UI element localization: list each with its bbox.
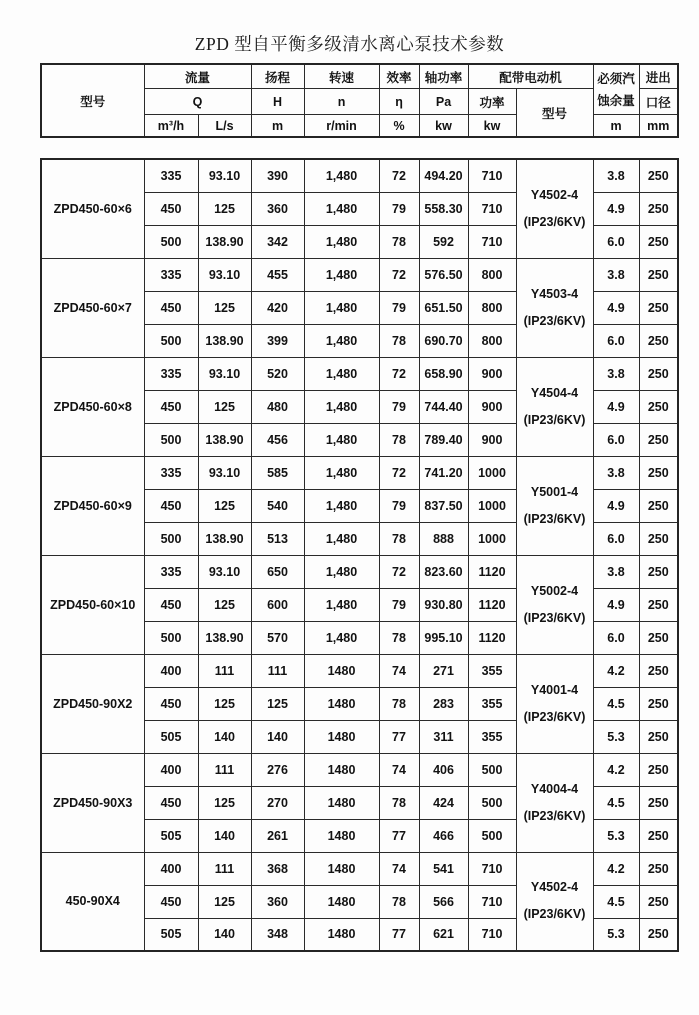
motor-enclosure-line2: (IP23/6KV) bbox=[523, 610, 586, 625]
cell: 250 bbox=[639, 753, 678, 786]
cell: 400 bbox=[144, 654, 198, 687]
cell: 250 bbox=[639, 324, 678, 357]
cell: 1,480 bbox=[304, 522, 379, 555]
cell: 355 bbox=[468, 687, 516, 720]
cell: 1,480 bbox=[304, 159, 379, 192]
cell: 500 bbox=[144, 522, 198, 555]
cell: 450 bbox=[144, 489, 198, 522]
header-head-unit: m bbox=[251, 115, 304, 138]
cell: 500 bbox=[468, 753, 516, 786]
header-row-1 bbox=[41, 64, 678, 89]
motor-model-cell bbox=[516, 852, 593, 951]
cell: 5.3 bbox=[593, 918, 639, 951]
cell: 800 bbox=[468, 291, 516, 324]
cell: 125 bbox=[251, 687, 304, 720]
cell: 79 bbox=[379, 588, 419, 621]
motor-model-line1: Y4503-4 bbox=[530, 286, 579, 301]
cell: 79 bbox=[379, 390, 419, 423]
cell: 888 bbox=[419, 522, 468, 555]
header-motor-model: 型号 bbox=[516, 89, 593, 138]
motor-model-cell bbox=[516, 258, 593, 357]
cell: 1480 bbox=[304, 654, 379, 687]
cell: 900 bbox=[468, 357, 516, 390]
cell: 250 bbox=[639, 258, 678, 291]
cell: 480 bbox=[251, 390, 304, 423]
cell: 710 bbox=[468, 192, 516, 225]
header-efficiency-symbol: η bbox=[379, 89, 419, 115]
pump-table-body bbox=[40, 158, 679, 952]
cell: 4.9 bbox=[593, 390, 639, 423]
cell: 505 bbox=[144, 819, 198, 852]
header-motor-power: 功率 bbox=[468, 89, 516, 115]
motor-enclosure-line2: (IP23/6KV) bbox=[523, 313, 586, 328]
cell: 250 bbox=[639, 885, 678, 918]
cell: 93.10 bbox=[198, 357, 251, 390]
cell: 1,480 bbox=[304, 357, 379, 390]
motor-model-cell bbox=[516, 159, 593, 258]
cell: 335 bbox=[144, 357, 198, 390]
cell: 72 bbox=[379, 357, 419, 390]
cell: 250 bbox=[639, 159, 678, 192]
cell: 600 bbox=[251, 588, 304, 621]
cell: 6.0 bbox=[593, 225, 639, 258]
cell: 650 bbox=[251, 555, 304, 588]
header-speed-unit: r/min bbox=[304, 115, 379, 138]
cell: 360 bbox=[251, 885, 304, 918]
cell: 78 bbox=[379, 786, 419, 819]
header-model: 型号 bbox=[41, 64, 144, 137]
cell: 250 bbox=[639, 489, 678, 522]
header-flow: 流量 bbox=[144, 64, 251, 89]
cell: 93.10 bbox=[198, 555, 251, 588]
cell: 250 bbox=[639, 357, 678, 390]
motor-enclosure-line2: (IP23/6KV) bbox=[523, 808, 586, 823]
cell: 355 bbox=[468, 720, 516, 753]
cell: 4.9 bbox=[593, 588, 639, 621]
cell: 125 bbox=[198, 192, 251, 225]
table-row bbox=[41, 852, 678, 885]
model-cell: ZPD450-90X2 bbox=[41, 654, 144, 753]
cell: 930.80 bbox=[419, 588, 468, 621]
header-head: 扬程 bbox=[251, 64, 304, 89]
cell: 250 bbox=[639, 225, 678, 258]
cell: 513 bbox=[251, 522, 304, 555]
header-speed-symbol: n bbox=[304, 89, 379, 115]
cell: 4.5 bbox=[593, 687, 639, 720]
cell: 500 bbox=[144, 324, 198, 357]
table-row bbox=[41, 456, 678, 489]
cell: 250 bbox=[639, 192, 678, 225]
cell: 450 bbox=[144, 192, 198, 225]
cell: 1480 bbox=[304, 852, 379, 885]
cell: 93.10 bbox=[198, 159, 251, 192]
motor-enclosure-line2: (IP23/6KV) bbox=[523, 907, 586, 922]
cell: 505 bbox=[144, 720, 198, 753]
cell: 1480 bbox=[304, 786, 379, 819]
cell: 1120 bbox=[468, 588, 516, 621]
cell: 558.30 bbox=[419, 192, 468, 225]
model-cell: ZPD450-60×9 bbox=[41, 456, 144, 555]
cell: 250 bbox=[639, 852, 678, 885]
cell: 450 bbox=[144, 687, 198, 720]
page-title: ZPD 型自平衡多级清水离心泵技术参数 bbox=[194, 34, 505, 54]
cell: 111 bbox=[251, 654, 304, 687]
cell: 4.9 bbox=[593, 489, 639, 522]
motor-model-line1: Y4001-4 bbox=[530, 682, 579, 697]
cell: 500 bbox=[468, 819, 516, 852]
cell: 78 bbox=[379, 885, 419, 918]
cell: 800 bbox=[468, 258, 516, 291]
cell: 710 bbox=[468, 885, 516, 918]
motor-model-line1: Y5001-4 bbox=[530, 484, 579, 499]
header-flow-symbol: Q bbox=[144, 89, 251, 115]
cell: 250 bbox=[639, 555, 678, 588]
cell: 138.90 bbox=[198, 621, 251, 654]
cell: 79 bbox=[379, 192, 419, 225]
cell: 1,480 bbox=[304, 258, 379, 291]
cell: 283 bbox=[419, 687, 468, 720]
cell: 651.50 bbox=[419, 291, 468, 324]
cell: 1480 bbox=[304, 885, 379, 918]
cell: 1,480 bbox=[304, 423, 379, 456]
cell: 78 bbox=[379, 522, 419, 555]
motor-enclosure-line2: (IP23/6KV) bbox=[523, 511, 586, 526]
model-cell: ZPD450-90X3 bbox=[41, 753, 144, 852]
table-row bbox=[41, 159, 678, 192]
motor-enclosure-line2: (IP23/6KV) bbox=[523, 709, 586, 724]
cell: 541 bbox=[419, 852, 468, 885]
cell: 140 bbox=[198, 720, 251, 753]
motor-model-line1: Y5002-4 bbox=[530, 583, 579, 598]
cell: 125 bbox=[198, 885, 251, 918]
cell: 1,480 bbox=[304, 324, 379, 357]
cell: 741.20 bbox=[419, 456, 468, 489]
cell: 576.50 bbox=[419, 258, 468, 291]
cell: 335 bbox=[144, 456, 198, 489]
motor-model-line1: Y4502-4 bbox=[530, 187, 579, 202]
cell: 355 bbox=[468, 654, 516, 687]
cell: 744.40 bbox=[419, 390, 468, 423]
cell: 1,480 bbox=[304, 621, 379, 654]
table-row bbox=[41, 555, 678, 588]
cell: 5.3 bbox=[593, 720, 639, 753]
header-shaft-power: 轴功率 bbox=[419, 64, 468, 89]
cell: 390 bbox=[251, 159, 304, 192]
cell: 1,480 bbox=[304, 555, 379, 588]
cell: 500 bbox=[144, 621, 198, 654]
cell: 4.2 bbox=[593, 753, 639, 786]
cell: 406 bbox=[419, 753, 468, 786]
cell: 4.2 bbox=[593, 654, 639, 687]
cell: 250 bbox=[639, 786, 678, 819]
cell: 360 bbox=[251, 192, 304, 225]
cell: 837.50 bbox=[419, 489, 468, 522]
cell: 78 bbox=[379, 621, 419, 654]
cell: 74 bbox=[379, 654, 419, 687]
document-page bbox=[0, 31, 699, 952]
cell: 250 bbox=[639, 621, 678, 654]
cell: 456 bbox=[251, 423, 304, 456]
cell: 500 bbox=[144, 423, 198, 456]
cell: 335 bbox=[144, 258, 198, 291]
cell: 710 bbox=[468, 918, 516, 951]
header-npsh-line2: 蚀余量 bbox=[597, 93, 635, 108]
cell: 1000 bbox=[468, 456, 516, 489]
model-cell: ZPD450-60×7 bbox=[41, 258, 144, 357]
header-inout-line1: 进出 bbox=[639, 64, 678, 89]
cell: 74 bbox=[379, 852, 419, 885]
cell: 125 bbox=[198, 786, 251, 819]
cell: 1,480 bbox=[304, 192, 379, 225]
cell: 1,480 bbox=[304, 390, 379, 423]
cell: 450 bbox=[144, 588, 198, 621]
cell: 1120 bbox=[468, 621, 516, 654]
cell: 271 bbox=[419, 654, 468, 687]
motor-model-line1: Y4502-4 bbox=[530, 880, 579, 895]
cell: 125 bbox=[198, 687, 251, 720]
cell: 800 bbox=[468, 324, 516, 357]
cell: 4.2 bbox=[593, 852, 639, 885]
cell: 570 bbox=[251, 621, 304, 654]
header-inout-unit: mm bbox=[639, 115, 678, 138]
cell: 1,480 bbox=[304, 588, 379, 621]
cell: 342 bbox=[251, 225, 304, 258]
header-head-symbol: H bbox=[251, 89, 304, 115]
header-shaft-power-unit: kw bbox=[419, 115, 468, 138]
header-motor: 配带电动机 bbox=[468, 64, 593, 89]
cell: 250 bbox=[639, 456, 678, 489]
cell: 348 bbox=[251, 918, 304, 951]
cell: 540 bbox=[251, 489, 304, 522]
cell: 592 bbox=[419, 225, 468, 258]
header-npsh-line1: 必须汽 bbox=[597, 71, 635, 86]
model-cell: ZPD450-60×6 bbox=[41, 159, 144, 258]
cell: 823.60 bbox=[419, 555, 468, 588]
table-row bbox=[41, 258, 678, 291]
cell: 250 bbox=[639, 291, 678, 324]
cell: 710 bbox=[468, 225, 516, 258]
motor-model-cell bbox=[516, 753, 593, 852]
cell: 72 bbox=[379, 258, 419, 291]
cell: 3.8 bbox=[593, 258, 639, 291]
cell: 138.90 bbox=[198, 423, 251, 456]
cell: 1,480 bbox=[304, 489, 379, 522]
cell: 311 bbox=[419, 720, 468, 753]
header-shaft-power-symbol: Pa bbox=[419, 89, 468, 115]
cell: 250 bbox=[639, 588, 678, 621]
cell: 400 bbox=[144, 753, 198, 786]
cell: 424 bbox=[419, 786, 468, 819]
cell: 585 bbox=[251, 456, 304, 489]
cell: 250 bbox=[639, 390, 678, 423]
cell: 111 bbox=[198, 654, 251, 687]
cell: 77 bbox=[379, 720, 419, 753]
motor-model-line1: Y4004-4 bbox=[530, 781, 579, 796]
header-speed: 转速 bbox=[304, 64, 379, 89]
cell: 3.8 bbox=[593, 555, 639, 588]
cell: 250 bbox=[639, 687, 678, 720]
cell: 93.10 bbox=[198, 258, 251, 291]
header-flow-unit-ls: L/s bbox=[198, 115, 251, 138]
cell: 125 bbox=[198, 390, 251, 423]
cell: 6.0 bbox=[593, 423, 639, 456]
cell: 1480 bbox=[304, 918, 379, 951]
cell: 79 bbox=[379, 291, 419, 324]
cell: 276 bbox=[251, 753, 304, 786]
cell: 1,480 bbox=[304, 291, 379, 324]
cell: 420 bbox=[251, 291, 304, 324]
cell: 3.8 bbox=[593, 159, 639, 192]
cell: 335 bbox=[144, 159, 198, 192]
cell: 900 bbox=[468, 390, 516, 423]
cell: 250 bbox=[639, 918, 678, 951]
cell: 3.8 bbox=[593, 357, 639, 390]
cell: 1120 bbox=[468, 555, 516, 588]
cell: 93.10 bbox=[198, 456, 251, 489]
motor-model-cell bbox=[516, 555, 593, 654]
header-inout-line2: 口径 bbox=[639, 89, 678, 115]
cell: 4.5 bbox=[593, 885, 639, 918]
motor-model-cell bbox=[516, 456, 593, 555]
cell: 250 bbox=[639, 654, 678, 687]
motor-model-cell bbox=[516, 654, 593, 753]
pump-table-header bbox=[40, 63, 679, 138]
cell: 250 bbox=[639, 522, 678, 555]
cell: 1480 bbox=[304, 753, 379, 786]
cell: 74 bbox=[379, 753, 419, 786]
cell: 111 bbox=[198, 852, 251, 885]
cell: 450 bbox=[144, 885, 198, 918]
cell: 995.10 bbox=[419, 621, 468, 654]
cell: 1480 bbox=[304, 720, 379, 753]
cell: 6.0 bbox=[593, 621, 639, 654]
cell: 4.5 bbox=[593, 786, 639, 819]
model-cell: 450-90X4 bbox=[41, 852, 144, 951]
cell: 250 bbox=[639, 423, 678, 456]
cell: 500 bbox=[144, 225, 198, 258]
cell: 400 bbox=[144, 852, 198, 885]
cell: 1,480 bbox=[304, 225, 379, 258]
cell: 77 bbox=[379, 918, 419, 951]
cell: 125 bbox=[198, 291, 251, 324]
header-flow-unit-m3h: m³/h bbox=[144, 115, 198, 138]
cell: 72 bbox=[379, 456, 419, 489]
cell: 1480 bbox=[304, 687, 379, 720]
cell: 125 bbox=[198, 588, 251, 621]
cell: 270 bbox=[251, 786, 304, 819]
cell: 1480 bbox=[304, 819, 379, 852]
header-motor-power-unit: kw bbox=[468, 115, 516, 138]
cell: 1000 bbox=[468, 522, 516, 555]
cell: 505 bbox=[144, 918, 198, 951]
model-cell: ZPD450-60×10 bbox=[41, 555, 144, 654]
cell: 4.9 bbox=[593, 291, 639, 324]
cell: 250 bbox=[639, 819, 678, 852]
table-row bbox=[41, 654, 678, 687]
cell: 450 bbox=[144, 786, 198, 819]
cell: 250 bbox=[639, 720, 678, 753]
table-row bbox=[41, 357, 678, 390]
cell: 368 bbox=[251, 852, 304, 885]
cell: 494.20 bbox=[419, 159, 468, 192]
cell: 79 bbox=[379, 489, 419, 522]
motor-model-line1: Y4504-4 bbox=[530, 385, 579, 400]
cell: 500 bbox=[468, 786, 516, 819]
cell: 111 bbox=[198, 753, 251, 786]
cell: 6.0 bbox=[593, 324, 639, 357]
cell: 455 bbox=[251, 258, 304, 291]
header-efficiency: 效率 bbox=[379, 64, 419, 89]
cell: 140 bbox=[198, 918, 251, 951]
cell: 520 bbox=[251, 357, 304, 390]
cell: 78 bbox=[379, 225, 419, 258]
cell: 261 bbox=[251, 819, 304, 852]
cell: 78 bbox=[379, 324, 419, 357]
cell: 77 bbox=[379, 819, 419, 852]
cell: 72 bbox=[379, 555, 419, 588]
header-npsh-unit: m bbox=[593, 115, 639, 138]
cell: 450 bbox=[144, 390, 198, 423]
cell: 900 bbox=[468, 423, 516, 456]
cell: 138.90 bbox=[198, 324, 251, 357]
pump-table-rows bbox=[41, 159, 678, 951]
header-npsh bbox=[593, 64, 639, 115]
motor-model-cell bbox=[516, 357, 593, 456]
cell: 658.90 bbox=[419, 357, 468, 390]
model-cell: ZPD450-60×8 bbox=[41, 357, 144, 456]
cell: 466 bbox=[419, 819, 468, 852]
cell: 789.40 bbox=[419, 423, 468, 456]
cell: 78 bbox=[379, 423, 419, 456]
header-efficiency-unit: % bbox=[379, 115, 419, 138]
cell: 3.8 bbox=[593, 456, 639, 489]
cell: 5.3 bbox=[593, 819, 639, 852]
cell: 140 bbox=[198, 819, 251, 852]
cell: 6.0 bbox=[593, 522, 639, 555]
cell: 335 bbox=[144, 555, 198, 588]
cell: 72 bbox=[379, 159, 419, 192]
cell: 621 bbox=[419, 918, 468, 951]
motor-enclosure-line2: (IP23/6KV) bbox=[523, 412, 586, 427]
cell: 566 bbox=[419, 885, 468, 918]
cell: 138.90 bbox=[198, 522, 251, 555]
cell: 4.9 bbox=[593, 192, 639, 225]
cell: 140 bbox=[251, 720, 304, 753]
cell: 399 bbox=[251, 324, 304, 357]
table-row bbox=[41, 753, 678, 786]
cell: 125 bbox=[198, 489, 251, 522]
cell: 710 bbox=[468, 159, 516, 192]
cell: 138.90 bbox=[198, 225, 251, 258]
cell: 78 bbox=[379, 687, 419, 720]
cell: 1,480 bbox=[304, 456, 379, 489]
cell: 450 bbox=[144, 291, 198, 324]
cell: 1000 bbox=[468, 489, 516, 522]
cell: 710 bbox=[468, 852, 516, 885]
cell: 690.70 bbox=[419, 324, 468, 357]
motor-enclosure-line2: (IP23/6KV) bbox=[523, 214, 586, 229]
